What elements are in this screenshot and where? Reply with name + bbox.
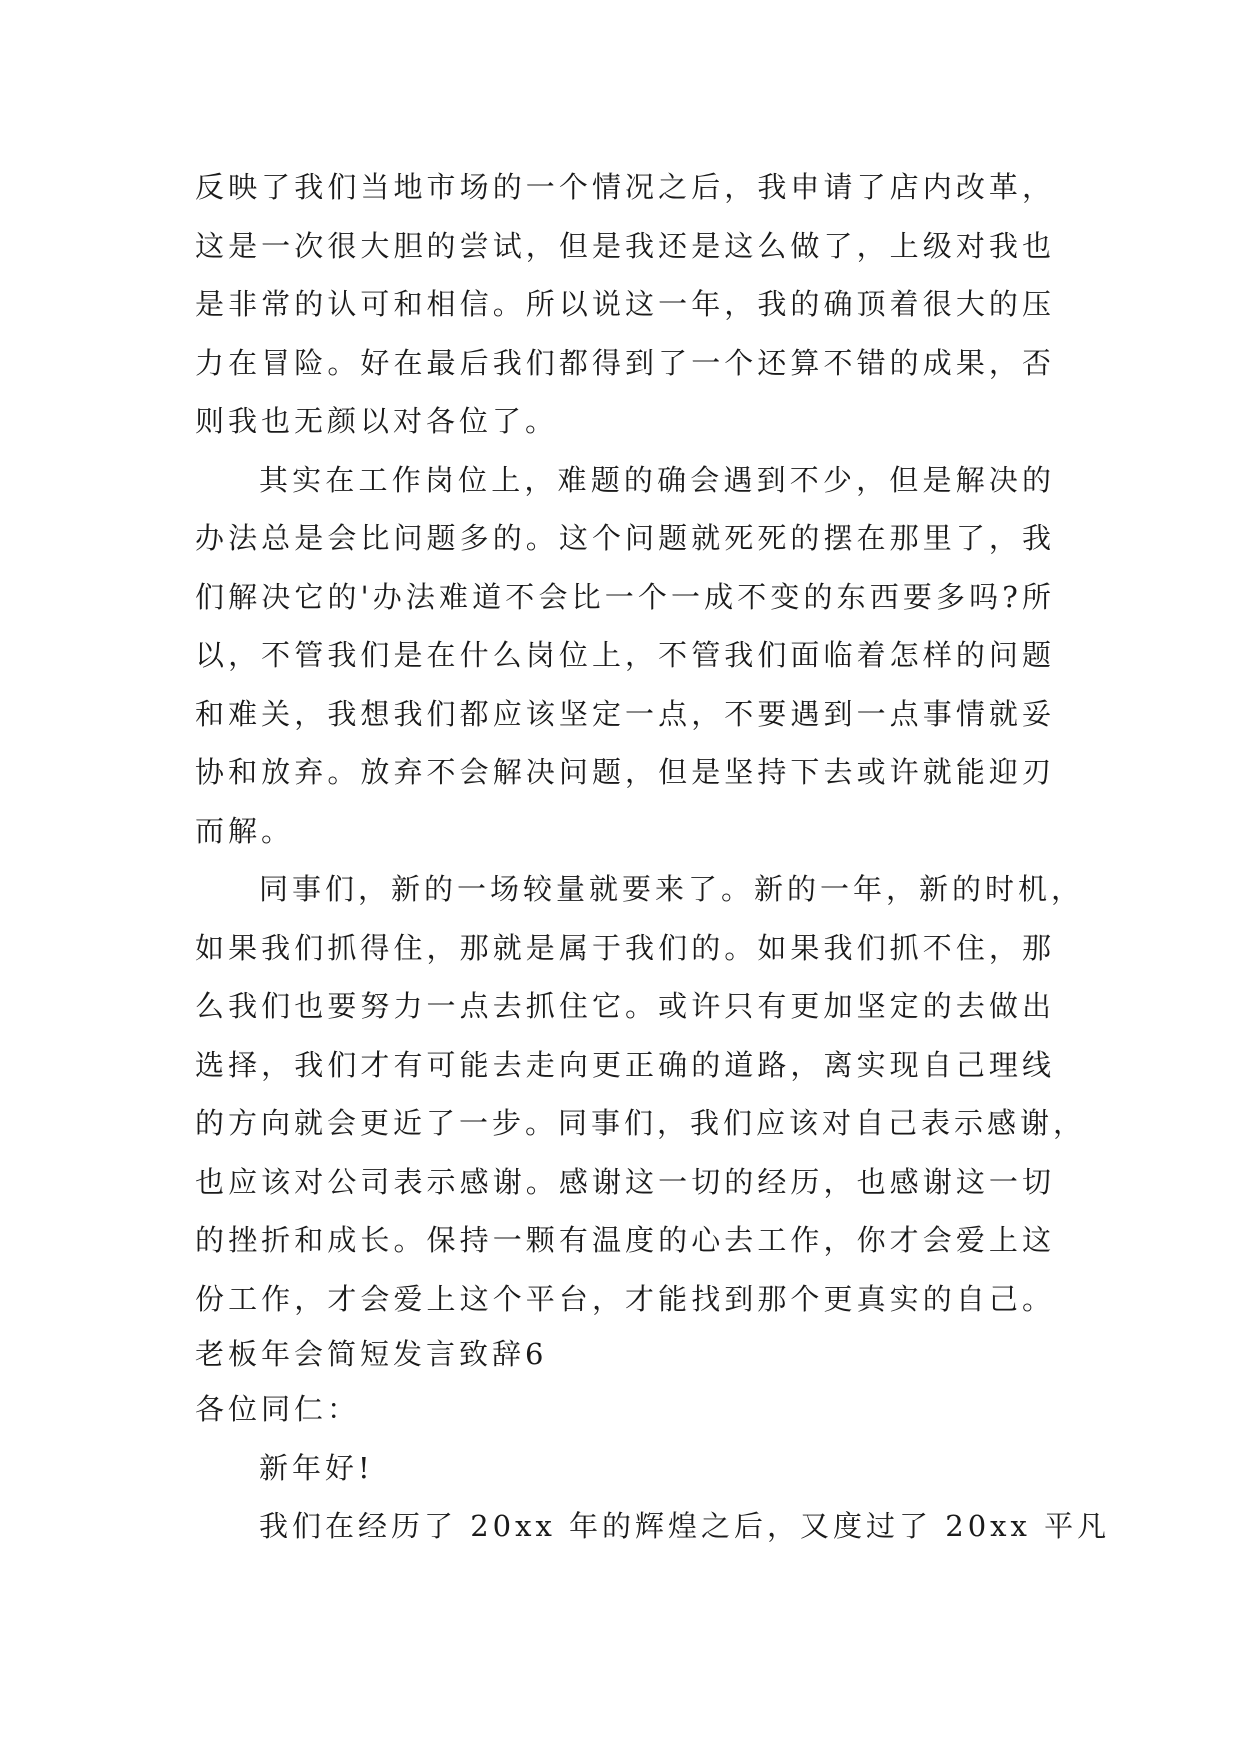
paragraph-line: 力在冒险。好在最后我们都得到了一个还算不错的成果，否 [195, 345, 1055, 380]
paragraph-line: 么我们也要努力一点去抓住它。或许只有更加坚定的去做出 [195, 989, 1055, 1023]
paragraph-line: 如果我们抓得住，那就是属于我们的。如果我们抓不住，那 [195, 930, 1055, 965]
paragraph-2 [195, 451, 1055, 861]
paragraph-line: 们解决它的'办法难道不会比一个一成不变的东西要多吗?所 [195, 579, 1055, 614]
paragraph-line: 份工作，才会爱上这个平台，才能找到那个更真实的自己。 [195, 1281, 1055, 1316]
salutation: 各位同仁： [195, 1392, 361, 1426]
paragraph-line: 协和放弃。放弃不会解决问题，但是坚持下去或许就能迎刃 [195, 755, 1055, 789]
paragraph-line: 这是一次很大胆的尝试，但是我还是这么做了，上级对我也 [195, 228, 1055, 263]
paragraph-line: 则我也无颜以对各位了。 [195, 404, 559, 438]
document-body [195, 158, 1111, 1556]
section-title: 老板年会简短发言致辞6 [195, 1337, 548, 1371]
paragraph-line: 的挫折和成长。保持一颗有温度的心去工作，你才会爱上这 [195, 1223, 1055, 1257]
paragraph-line: 我们在经历了 20xx 年的辉煌之后，又度过了 20xx 平凡 [259, 1509, 1111, 1543]
paragraph-line: 选择，我们才有可能去走向更正确的道路，离实现自己理线 [195, 1047, 1055, 1082]
paragraph-line: 也应该对公司表示感谢。感谢这一切的经历，也感谢这一切 [195, 1164, 1055, 1199]
paragraph-line: 反映了我们当地市场的一个情况之后，我申请了店内改革， [195, 170, 1055, 204]
paragraph-line: 同事们，新的一场较量就要来了。新的一年，新的时机， [259, 872, 1085, 906]
paragraph-3 [195, 860, 1087, 1328]
paragraph-line: 办法总是会比问题多的。这个问题就死死的摆在那里了，我 [195, 521, 1055, 555]
paragraph-line: 以，不管我们是在什么岗位上，不管我们面临着怎样的问题 [195, 638, 1055, 672]
paragraph-line: 的方向就会更近了一步。同事们，我们应该对自己表示感谢， [195, 1106, 1087, 1140]
paragraph-line: 而解。 [195, 813, 295, 848]
greeting: 新年好! [259, 1450, 374, 1485]
paragraph-line: 和难关，我想我们都应该坚定一点，不要遇到一点事情就妥 [195, 696, 1055, 731]
paragraph-line: 是非常的认可和相信。所以说这一年，我的确顶着很大的压 [195, 287, 1055, 321]
paragraph-1 [195, 158, 1055, 451]
paragraph-line: 其实在工作岗位上，难题的确会遇到不少，但是解决的 [259, 462, 1055, 497]
